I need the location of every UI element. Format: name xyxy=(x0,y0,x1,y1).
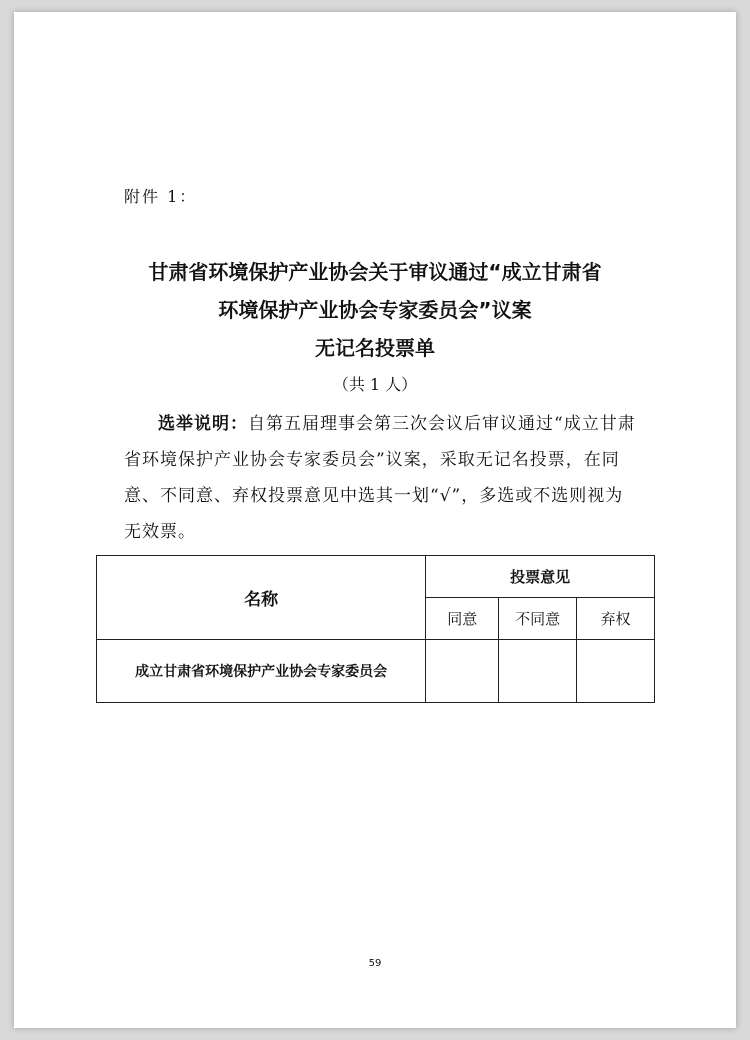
option-disagree-header: 不同意 xyxy=(499,598,577,640)
election-note xyxy=(124,406,640,550)
option-agree-header: 同意 xyxy=(426,598,499,640)
title-line-3: 无记名投票单 xyxy=(315,336,435,360)
document-page xyxy=(14,12,736,1028)
proposal-name-cell: 成立甘肃省环境保护产业协会专家委员会 xyxy=(97,640,426,703)
table-row xyxy=(97,640,655,703)
vote-cell-agree[interactable] xyxy=(426,640,499,703)
ballot-table xyxy=(96,555,655,703)
participant-count: （共 1 人） xyxy=(332,375,418,394)
name-header: 名称 xyxy=(97,556,426,640)
opinion-header: 投票意见 xyxy=(426,556,655,598)
title-line-2: 环境保护产业协会专家委员会”议案 xyxy=(218,298,532,322)
page-number: 59 xyxy=(368,958,382,969)
attachment-label: 附件 1： xyxy=(124,187,198,206)
vote-cell-disagree[interactable] xyxy=(499,640,577,703)
election-note-label: 选举说明： xyxy=(158,414,248,434)
title-line-1: 甘肃省环境保护产业协会关于审议通过“成立甘肃省 xyxy=(148,260,602,284)
vote-cell-abstain[interactable] xyxy=(577,640,655,703)
option-abstain-header: 弃权 xyxy=(577,598,655,640)
table-header-row xyxy=(97,556,655,598)
election-note-text: 自第五届理事会第三次会议后审议通过“成立甘肃省环境保护产业协会专家委员会”议案，采取无记名投票，在同意、不同意、弃权投票意见中选其一划“√”，多选或不选则视为无效票。 xyxy=(124,414,636,542)
